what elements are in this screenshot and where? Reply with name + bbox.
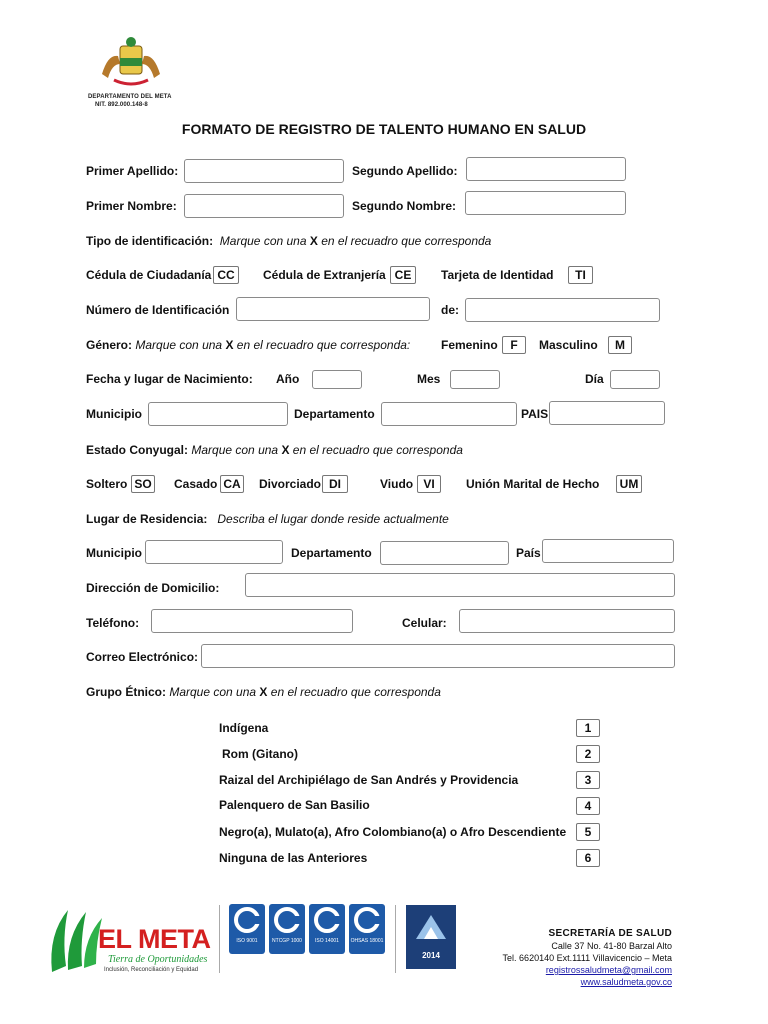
footer-divider — [219, 905, 220, 973]
primer-apellido-field[interactable] — [184, 159, 344, 183]
ethnic-option-label: Indígena — [219, 721, 269, 735]
union-checkbox[interactable]: UM — [616, 475, 642, 493]
ethnic-option-checkbox[interactable]: 5 — [576, 823, 600, 841]
res-departamento-label: Departamento — [291, 546, 372, 560]
female-label: Femenino — [441, 338, 498, 352]
footer-divider — [395, 905, 396, 973]
seal-icon — [94, 34, 168, 90]
res-municipio-label: Municipio — [86, 546, 142, 560]
birth-month-label: Mes — [417, 372, 441, 386]
cert-badge — [269, 904, 305, 954]
divorciado-label: Divorciado — [259, 477, 322, 491]
logo-sub: Inclusión, Reconciliación y Equidad — [104, 967, 199, 973]
department-seal — [94, 34, 168, 90]
cert-badge — [229, 904, 265, 954]
office-address: Calle 37 No. 41-80 Barzal Alto — [551, 941, 672, 951]
id-number-label: Número de Identificación — [86, 303, 230, 317]
ti-checkbox[interactable]: TI — [568, 266, 593, 284]
gender-instruction: Género: Marque con una X en el recuadro que corresponda: — [86, 338, 411, 352]
icontec-icon — [309, 904, 345, 934]
birth-day-label: Día — [585, 372, 604, 386]
logo-slogan: Tierra de Oportunidades — [108, 954, 208, 965]
birth-month-field[interactable] — [450, 370, 500, 389]
id-number-field[interactable] — [236, 297, 430, 321]
residence-instruction: Lugar de Residencia: Describa el lugar donde reside actualmente — [86, 512, 449, 526]
award-badge — [406, 905, 456, 969]
marital-instruction: Estado Conyugal: Marque con una X en el recuadro que corresponda — [86, 443, 463, 457]
ce-checkbox[interactable]: CE — [390, 266, 416, 284]
ethnic-option-label: Negro(a), Mulato(a), Afro Colombiano(a) o Afro Descendiente — [219, 825, 567, 839]
casado-label: Casado — [174, 477, 218, 491]
birth-departamento-label: Departamento — [294, 407, 375, 421]
dept-name: DEPARTAMENTO DEL META — [88, 94, 172, 100]
male-checkbox[interactable]: M — [608, 336, 632, 354]
divorciado-checkbox[interactable]: DI — [322, 475, 348, 493]
primer-apellido-label: Primer Apellido: — [86, 164, 179, 178]
birth-municipio-field[interactable] — [148, 402, 288, 426]
res-departamento-field[interactable] — [380, 541, 509, 565]
mobile-label: Celular: — [402, 616, 447, 630]
res-pais-label: País — [516, 546, 541, 560]
icontec-icon — [229, 904, 265, 934]
cert-name: ISO 9001 — [236, 938, 258, 944]
office-name: SECRETARÍA DE SALUD — [548, 928, 672, 939]
email-label: Correo Electrónico: — [86, 650, 199, 664]
email-link[interactable]: registrossaludmeta@gmail.com — [545, 965, 672, 975]
segundo-apellido-field[interactable] — [466, 157, 626, 181]
segundo-apellido-label: Segundo Apellido: — [352, 164, 458, 178]
address-label: Dirección de Domicilio: — [86, 581, 220, 595]
soltero-label: Soltero — [86, 477, 128, 491]
ethnic-option-checkbox[interactable]: 3 — [576, 771, 600, 789]
res-pais-field[interactable] — [542, 539, 674, 563]
female-checkbox[interactable]: F — [502, 336, 526, 354]
icontec-icon — [349, 904, 385, 934]
award-year: 2014 — [422, 951, 440, 960]
ethnic-option-checkbox[interactable]: 2 — [576, 745, 600, 763]
soltero-checkbox[interactable]: SO — [131, 475, 155, 493]
ethnic-option-label: Raizal del Archipiélago de San Andrés y Providencia — [219, 773, 519, 787]
el-meta-logo — [46, 904, 212, 976]
phone-field[interactable] — [151, 609, 353, 633]
cert-name: ISO 14001 — [315, 938, 339, 944]
website-link[interactable]: www.saludmeta.gov.co — [580, 977, 672, 987]
mobile-field[interactable] — [459, 609, 675, 633]
birth-pais-field[interactable] — [549, 401, 665, 425]
birth-label: Fecha y lugar de Nacimiento: — [86, 372, 253, 386]
birth-year-field[interactable] — [312, 370, 362, 389]
id-issued-field[interactable] — [465, 298, 660, 322]
male-label: Masculino — [539, 338, 598, 352]
ce-label: Cédula de Extranjería — [263, 268, 386, 282]
primer-nombre-label: Primer Nombre: — [86, 199, 177, 213]
office-phone: Tel. 6620140 Ext.1111 Villavicencio – Meta — [502, 953, 672, 963]
birth-year-label: Año — [276, 372, 300, 386]
id-issued-label: de: — [441, 303, 459, 317]
segundo-nombre-field[interactable] — [465, 191, 626, 215]
ethnic-option-label: Palenquero de San Basilio — [219, 798, 370, 812]
primer-nombre-field[interactable] — [184, 194, 344, 218]
ethnic-option-label: Ninguna de las Anteriores — [219, 851, 368, 865]
cert-badge — [349, 904, 385, 954]
viudo-label: Viudo — [380, 477, 414, 491]
ethnic-option-checkbox[interactable]: 4 — [576, 797, 600, 815]
cert-badge — [309, 904, 345, 954]
ti-label: Tarjeta de Identidad — [441, 268, 554, 282]
ethnic-option-checkbox[interactable]: 6 — [576, 849, 600, 867]
cert-name: NTCGP 1000 — [272, 938, 302, 944]
segundo-nombre-label: Segundo Nombre: — [352, 199, 456, 213]
contact-block — [503, 928, 672, 988]
cert-name: OHSAS 18001 — [350, 938, 384, 944]
cert-logos — [229, 904, 385, 970]
res-municipio-field[interactable] — [145, 540, 283, 564]
ethnic-instruction: Grupo Étnico: Marque con una X en el recuadro que corresponda — [86, 685, 441, 699]
ethnic-option-label: Rom (Gitano) — [222, 747, 298, 761]
id-type-instruction: Tipo de identificación: Marque con una X en el recuadro que corresponda — [86, 234, 492, 248]
viudo-checkbox[interactable]: VI — [417, 475, 441, 493]
dept-nit: NIT. 892.000.148-8 — [95, 102, 148, 108]
cc-checkbox[interactable]: CC — [213, 266, 239, 284]
logo-text: EL META — [98, 924, 211, 954]
union-label: Unión Marital de Hecho — [466, 477, 600, 491]
icontec-icon — [269, 904, 305, 934]
address-field[interactable] — [245, 573, 675, 597]
ethnic-option-checkbox[interactable]: 1 — [576, 719, 600, 737]
email-field[interactable] — [201, 644, 675, 668]
meta-swoosh-icon — [46, 904, 106, 974]
cc-label: Cédula de Ciudadanía — [86, 268, 212, 282]
casado-checkbox[interactable]: CA — [220, 475, 244, 493]
birth-departamento-field[interactable] — [381, 402, 517, 426]
birth-pais-label: PAIS — [521, 407, 549, 421]
birth-day-field[interactable] — [610, 370, 660, 389]
award-icon — [406, 905, 456, 949]
birth-municipio-label: Municipio — [86, 407, 142, 421]
phone-label: Teléfono: — [86, 616, 140, 630]
page-title: FORMATO DE REGISTRO DE TALENTO HUMANO EN SALUD — [181, 121, 587, 137]
